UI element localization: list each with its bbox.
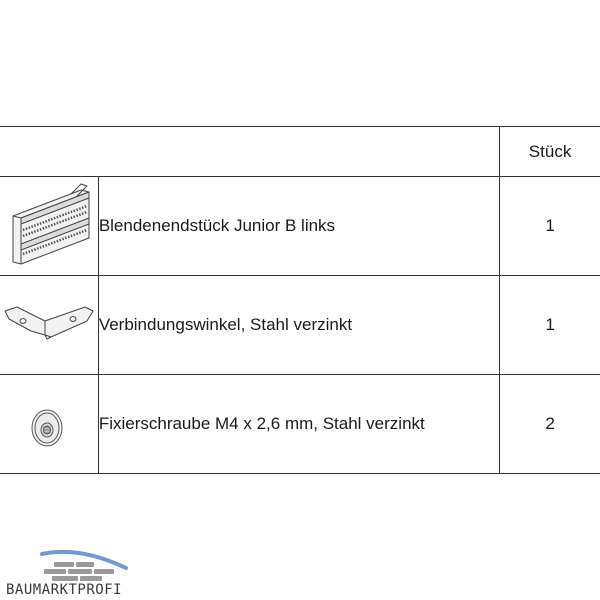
baumarktprofi-logo [6, 548, 166, 596]
part-image-cell [0, 276, 98, 375]
part-description: Verbindungswinkel, Stahl verzinkt [98, 276, 499, 375]
part-description: Blendenendstück Junior B links [98, 177, 499, 276]
table-header-row [0, 127, 600, 177]
header-empty-cell [0, 127, 500, 177]
part-qty: 1 [500, 177, 600, 276]
screw-icon [0, 376, 98, 472]
parts-table [0, 126, 600, 474]
table-row [0, 276, 600, 375]
end-cap-icon [0, 178, 98, 274]
part-qty: 1 [500, 276, 600, 375]
logo-text: BAUMARKTPROFI [6, 582, 123, 598]
angle-bracket-icon [0, 277, 98, 373]
part-image-cell [0, 375, 98, 474]
table-row [0, 177, 600, 276]
qty-header: Stück [500, 127, 600, 177]
part-description: Fixierschraube M4 x 2,6 mm, Stahl verzinkt [98, 375, 499, 474]
part-image-cell [0, 177, 98, 276]
table-row [0, 375, 600, 474]
part-qty: 2 [500, 375, 600, 474]
